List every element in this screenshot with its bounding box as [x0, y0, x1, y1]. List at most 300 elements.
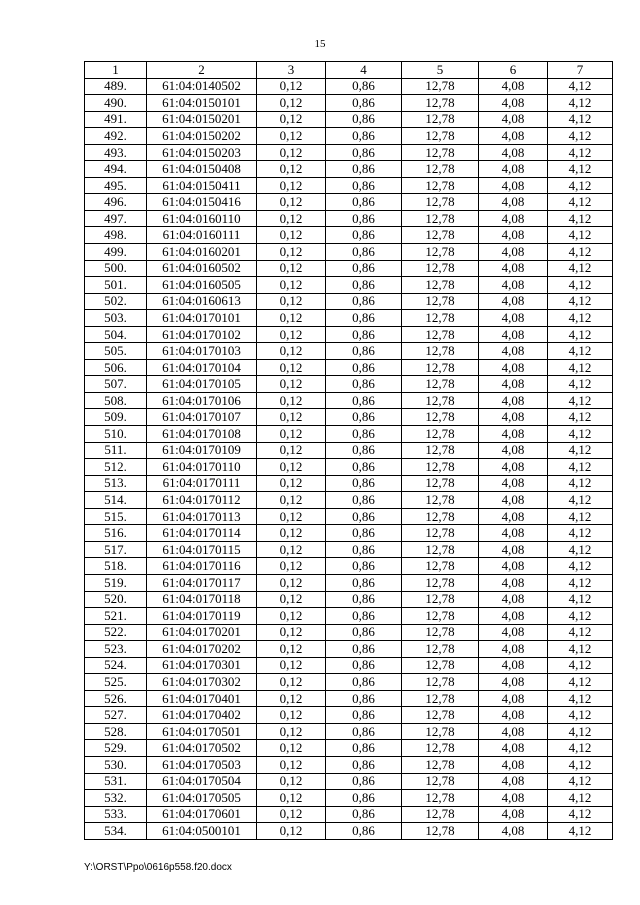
- table-cell-col-2: 61:04:0170117: [147, 574, 257, 591]
- table-cell-col-1: 526.: [85, 690, 147, 707]
- page-number: 15: [314, 38, 326, 50]
- table-cell-col-5: 12,78: [402, 525, 479, 542]
- table-cell-col-6: 4,08: [479, 111, 548, 128]
- table-cell-col-7: 4,12: [548, 376, 613, 393]
- table-cell-col-7: 4,12: [548, 723, 613, 740]
- table-cell-col-5: 12,78: [402, 558, 479, 575]
- table-row: [85, 723, 613, 740]
- table-cell-col-4: 0,86: [326, 260, 402, 277]
- table-cell-col-6: 4,08: [479, 459, 548, 476]
- table-cell-col-7: 4,12: [548, 95, 613, 112]
- table-row: [85, 475, 613, 492]
- table-cell-col-7: 4,12: [548, 641, 613, 658]
- table-cell-col-2: 61:04:0170503: [147, 756, 257, 773]
- table-cell-col-1: 499.: [85, 244, 147, 261]
- table-cell-col-7: 4,12: [548, 177, 613, 194]
- table-cell-col-1: 498.: [85, 227, 147, 244]
- table-cell-col-7: 4,12: [548, 293, 613, 310]
- table-row: [85, 95, 613, 112]
- table-cell-col-2: 61:04:0150202: [147, 128, 257, 145]
- table-cell-col-6: 4,08: [479, 574, 548, 591]
- table-cell-col-6: 4,08: [479, 442, 548, 459]
- table-cell-col-1: 527.: [85, 707, 147, 724]
- table-cell-col-7: 4,12: [548, 210, 613, 227]
- table-cell-col-5: 12,78: [402, 773, 479, 790]
- table-cell-col-7: 4,12: [548, 475, 613, 492]
- table-cell-col-3: 0,12: [257, 525, 326, 542]
- table-cell-col-3: 0,12: [257, 740, 326, 757]
- table-cell-col-5: 12,78: [402, 128, 479, 145]
- table-cell-col-3: 0,12: [257, 376, 326, 393]
- table-cell-col-3: 0,12: [257, 541, 326, 558]
- table-cell-col-2: 61:04:0170504: [147, 773, 257, 790]
- table-cell-col-5: 12,78: [402, 409, 479, 426]
- table-cell-col-7: 4,12: [548, 277, 613, 294]
- table-cell-col-7: 4,12: [548, 227, 613, 244]
- table-cell-col-2: 61:04:0150203: [147, 144, 257, 161]
- table-cell-col-5: 12,78: [402, 144, 479, 161]
- table-cell-col-7: 4,12: [548, 326, 613, 343]
- table-cell-col-3: 0,12: [257, 78, 326, 95]
- table-cell-col-3: 0,12: [257, 806, 326, 823]
- table-cell-col-5: 12,78: [402, 177, 479, 194]
- table-cell-col-1: 490.: [85, 95, 147, 112]
- table-cell-col-6: 4,08: [479, 310, 548, 327]
- table-cell-col-2: 61:04:0170115: [147, 541, 257, 558]
- table-cell-col-6: 4,08: [479, 392, 548, 409]
- table-cell-col-3: 0,12: [257, 459, 326, 476]
- table-cell-col-1: 517.: [85, 541, 147, 558]
- table-row: [85, 624, 613, 641]
- table-cell-col-4: 0,86: [326, 756, 402, 773]
- table-cell-col-6: 4,08: [479, 210, 548, 227]
- table-cell-col-1: 501.: [85, 277, 147, 294]
- table-cell-col-2: 61:04:0170301: [147, 657, 257, 674]
- table-cell-col-3: 0,12: [257, 773, 326, 790]
- table-cell-col-7: 4,12: [548, 161, 613, 178]
- table-cell-col-1: 512.: [85, 459, 147, 476]
- table-cell-col-1: 514.: [85, 492, 147, 509]
- table-cell-col-6: 4,08: [479, 641, 548, 658]
- column-header-1: 1: [85, 62, 147, 79]
- table-cell-col-5: 12,78: [402, 674, 479, 691]
- table-cell-col-4: 0,86: [326, 376, 402, 393]
- table-cell-col-5: 12,78: [402, 574, 479, 591]
- table-cell-col-2: 61:04:0170107: [147, 409, 257, 426]
- table-cell-col-3: 0,12: [257, 194, 326, 211]
- table-cell-col-2: 61:04:0170108: [147, 426, 257, 443]
- table-cell-col-6: 4,08: [479, 326, 548, 343]
- table-cell-col-7: 4,12: [548, 657, 613, 674]
- table-cell-col-2: 61:04:0170103: [147, 343, 257, 360]
- table-cell-col-2: 61:04:0150416: [147, 194, 257, 211]
- table-cell-col-1: 520.: [85, 591, 147, 608]
- table-cell-col-3: 0,12: [257, 723, 326, 740]
- table-cell-col-4: 0,86: [326, 790, 402, 807]
- table-cell-col-7: 4,12: [548, 492, 613, 509]
- table-cell-col-1: 510.: [85, 426, 147, 443]
- table-cell-col-5: 12,78: [402, 690, 479, 707]
- table-cell-col-1: 489.: [85, 78, 147, 95]
- table-cell-col-7: 4,12: [548, 740, 613, 757]
- table-cell-col-4: 0,86: [326, 806, 402, 823]
- table-cell-col-7: 4,12: [548, 574, 613, 591]
- table-row: [85, 806, 613, 823]
- table-cell-col-4: 0,86: [326, 657, 402, 674]
- column-header-7: 7: [548, 62, 613, 79]
- table-cell-col-5: 12,78: [402, 111, 479, 128]
- table-row: [85, 707, 613, 724]
- table-row: [85, 591, 613, 608]
- table-cell-col-2: 61:04:0160111: [147, 227, 257, 244]
- table-cell-col-1: 519.: [85, 574, 147, 591]
- table-cell-col-4: 0,86: [326, 823, 402, 840]
- table-row: [85, 541, 613, 558]
- table-cell-col-6: 4,08: [479, 492, 548, 509]
- table-cell-col-4: 0,86: [326, 707, 402, 724]
- table-cell-col-3: 0,12: [257, 690, 326, 707]
- table-row: [85, 244, 613, 261]
- table-cell-col-5: 12,78: [402, 310, 479, 327]
- table-cell-col-7: 4,12: [548, 608, 613, 625]
- footer-file-path: Y:\ORST\Ppo\0616p558.f20.docx: [84, 862, 232, 873]
- table-cell-col-7: 4,12: [548, 442, 613, 459]
- table-cell-col-3: 0,12: [257, 574, 326, 591]
- table-row: [85, 78, 613, 95]
- table-row: [85, 790, 613, 807]
- table-cell-col-3: 0,12: [257, 95, 326, 112]
- table-cell-col-5: 12,78: [402, 343, 479, 360]
- table-cell-col-3: 0,12: [257, 558, 326, 575]
- table-cell-col-6: 4,08: [479, 161, 548, 178]
- table-cell-col-3: 0,12: [257, 674, 326, 691]
- table-row: [85, 459, 613, 476]
- table-row: [85, 128, 613, 145]
- table-cell-col-5: 12,78: [402, 194, 479, 211]
- table-cell-col-2: 61:04:0160505: [147, 277, 257, 294]
- table-cell-col-7: 4,12: [548, 144, 613, 161]
- table-cell-col-3: 0,12: [257, 260, 326, 277]
- table-cell-col-1: 515.: [85, 508, 147, 525]
- table-cell-col-2: 61:04:0170104: [147, 359, 257, 376]
- table-cell-col-3: 0,12: [257, 823, 326, 840]
- table-cell-col-2: 61:04:0170502: [147, 740, 257, 757]
- table-cell-col-6: 4,08: [479, 426, 548, 443]
- table-cell-col-2: 61:04:0170106: [147, 392, 257, 409]
- table-cell-col-6: 4,08: [479, 657, 548, 674]
- table-cell-col-2: 61:04:0160613: [147, 293, 257, 310]
- table-cell-col-4: 0,86: [326, 244, 402, 261]
- table-cell-col-3: 0,12: [257, 508, 326, 525]
- table-cell-col-1: 529.: [85, 740, 147, 757]
- table-cell-col-3: 0,12: [257, 426, 326, 443]
- table-cell-col-5: 12,78: [402, 823, 479, 840]
- table-cell-col-4: 0,86: [326, 558, 402, 575]
- table-cell-col-6: 4,08: [479, 343, 548, 360]
- table-cell-col-2: 61:04:0170113: [147, 508, 257, 525]
- table-cell-col-6: 4,08: [479, 293, 548, 310]
- table-cell-col-1: 523.: [85, 641, 147, 658]
- table-cell-col-1: 508.: [85, 392, 147, 409]
- table-cell-col-4: 0,86: [326, 773, 402, 790]
- table-cell-col-7: 4,12: [548, 591, 613, 608]
- table-cell-col-4: 0,86: [326, 608, 402, 625]
- table-cell-col-7: 4,12: [548, 426, 613, 443]
- table-cell-col-3: 0,12: [257, 210, 326, 227]
- table-cell-col-4: 0,86: [326, 161, 402, 178]
- table-cell-col-2: 61:04:0170202: [147, 641, 257, 658]
- table-cell-col-6: 4,08: [479, 707, 548, 724]
- table-cell-col-5: 12,78: [402, 161, 479, 178]
- table-cell-col-1: 506.: [85, 359, 147, 376]
- table-cell-col-1: 530.: [85, 756, 147, 773]
- table-cell-col-3: 0,12: [257, 790, 326, 807]
- table-cell-col-2: 61:04:0160502: [147, 260, 257, 277]
- table-cell-col-1: 509.: [85, 409, 147, 426]
- table-cell-col-6: 4,08: [479, 608, 548, 625]
- table-cell-col-4: 0,86: [326, 392, 402, 409]
- table-cell-col-5: 12,78: [402, 624, 479, 641]
- table-header-row: [85, 62, 613, 79]
- table-cell-col-7: 4,12: [548, 624, 613, 641]
- table-cell-col-3: 0,12: [257, 657, 326, 674]
- table-cell-col-7: 4,12: [548, 690, 613, 707]
- table-cell-col-6: 4,08: [479, 773, 548, 790]
- column-header-6: 6: [479, 62, 548, 79]
- table-cell-col-1: 525.: [85, 674, 147, 691]
- table-cell-col-7: 4,12: [548, 823, 613, 840]
- table-cell-col-3: 0,12: [257, 442, 326, 459]
- table-cell-col-5: 12,78: [402, 608, 479, 625]
- table-cell-col-5: 12,78: [402, 641, 479, 658]
- table-cell-col-3: 0,12: [257, 624, 326, 641]
- table-row: [85, 376, 613, 393]
- table-cell-col-7: 4,12: [548, 111, 613, 128]
- table-row: [85, 326, 613, 343]
- table-cell-col-2: 61:04:0170110: [147, 459, 257, 476]
- table-cell-col-3: 0,12: [257, 310, 326, 327]
- table-cell-col-2: 61:04:0170116: [147, 558, 257, 575]
- table-cell-col-6: 4,08: [479, 78, 548, 95]
- table-cell-col-2: 61:04:0170114: [147, 525, 257, 542]
- table-cell-col-5: 12,78: [402, 376, 479, 393]
- table-cell-col-5: 12,78: [402, 723, 479, 740]
- table-row: [85, 260, 613, 277]
- table-cell-col-7: 4,12: [548, 128, 613, 145]
- table-cell-col-6: 4,08: [479, 541, 548, 558]
- table-cell-col-2: 61:04:0170102: [147, 326, 257, 343]
- table-cell-col-7: 4,12: [548, 541, 613, 558]
- table-row: [85, 608, 613, 625]
- table-cell-col-1: 532.: [85, 790, 147, 807]
- table-cell-col-4: 0,86: [326, 310, 402, 327]
- table-cell-col-4: 0,86: [326, 442, 402, 459]
- table-cell-col-3: 0,12: [257, 608, 326, 625]
- table-cell-col-7: 4,12: [548, 244, 613, 261]
- column-header-4: 4: [326, 62, 402, 79]
- table-row: [85, 773, 613, 790]
- table-cell-col-1: 533.: [85, 806, 147, 823]
- table-cell-col-7: 4,12: [548, 790, 613, 807]
- table-row: [85, 343, 613, 360]
- table-cell-col-6: 4,08: [479, 244, 548, 261]
- table-cell-col-1: 494.: [85, 161, 147, 178]
- table-cell-col-6: 4,08: [479, 823, 548, 840]
- table-cell-col-7: 4,12: [548, 310, 613, 327]
- table-cell-col-1: 505.: [85, 343, 147, 360]
- table-cell-col-7: 4,12: [548, 78, 613, 95]
- table-cell-col-4: 0,86: [326, 740, 402, 757]
- table-cell-col-5: 12,78: [402, 277, 479, 294]
- table-cell-col-1: 503.: [85, 310, 147, 327]
- table-cell-col-7: 4,12: [548, 409, 613, 426]
- table-cell-col-5: 12,78: [402, 806, 479, 823]
- table-cell-col-1: 493.: [85, 144, 147, 161]
- table-cell-col-4: 0,86: [326, 475, 402, 492]
- table-cell-col-5: 12,78: [402, 426, 479, 443]
- table-cell-col-4: 0,86: [326, 641, 402, 658]
- table-cell-col-1: 534.: [85, 823, 147, 840]
- table-row: [85, 674, 613, 691]
- table-cell-col-7: 4,12: [548, 260, 613, 277]
- table-cell-col-6: 4,08: [479, 144, 548, 161]
- table-cell-col-5: 12,78: [402, 459, 479, 476]
- table-cell-col-6: 4,08: [479, 591, 548, 608]
- table-cell-col-5: 12,78: [402, 392, 479, 409]
- table-cell-col-6: 4,08: [479, 277, 548, 294]
- table-cell-col-3: 0,12: [257, 293, 326, 310]
- table-row: [85, 823, 613, 840]
- table-cell-col-7: 4,12: [548, 707, 613, 724]
- table-cell-col-4: 0,86: [326, 409, 402, 426]
- table-cell-col-3: 0,12: [257, 492, 326, 509]
- table-cell-col-4: 0,86: [326, 293, 402, 310]
- table-cell-col-4: 0,86: [326, 359, 402, 376]
- table-cell-col-5: 12,78: [402, 260, 479, 277]
- table-cell-col-2: 61:04:0150101: [147, 95, 257, 112]
- table-cell-col-4: 0,86: [326, 525, 402, 542]
- table-cell-col-7: 4,12: [548, 343, 613, 360]
- table-cell-col-5: 12,78: [402, 359, 479, 376]
- table-cell-col-4: 0,86: [326, 426, 402, 443]
- table-cell-col-7: 4,12: [548, 558, 613, 575]
- table-cell-col-2: 61:04:0170505: [147, 790, 257, 807]
- table-cell-col-1: 504.: [85, 326, 147, 343]
- table-cell-col-2: 61:04:0170402: [147, 707, 257, 724]
- table-cell-col-1: 491.: [85, 111, 147, 128]
- table-cell-col-3: 0,12: [257, 756, 326, 773]
- table-row: [85, 657, 613, 674]
- table-row: [85, 144, 613, 161]
- table-cell-col-4: 0,86: [326, 624, 402, 641]
- table-cell-col-3: 0,12: [257, 111, 326, 128]
- table-cell-col-2: 61:04:0170105: [147, 376, 257, 393]
- table-cell-col-2: 61:04:0150411: [147, 177, 257, 194]
- table-cell-col-3: 0,12: [257, 591, 326, 608]
- table-cell-col-4: 0,86: [326, 459, 402, 476]
- table-cell-col-5: 12,78: [402, 244, 479, 261]
- table-cell-col-1: 516.: [85, 525, 147, 542]
- table-cell-col-1: 502.: [85, 293, 147, 310]
- table-cell-col-7: 4,12: [548, 392, 613, 409]
- table-cell-col-6: 4,08: [479, 756, 548, 773]
- table-cell-col-1: 507.: [85, 376, 147, 393]
- table-cell-col-6: 4,08: [479, 525, 548, 542]
- table-cell-col-4: 0,86: [326, 95, 402, 112]
- table-cell-col-2: 61:04:0170101: [147, 310, 257, 327]
- table-cell-col-1: 531.: [85, 773, 147, 790]
- data-table: [84, 61, 613, 840]
- table-row: [85, 558, 613, 575]
- table-cell-col-6: 4,08: [479, 558, 548, 575]
- table-cell-col-3: 0,12: [257, 244, 326, 261]
- table-cell-col-7: 4,12: [548, 459, 613, 476]
- table-cell-col-5: 12,78: [402, 740, 479, 757]
- table-cell-col-7: 4,12: [548, 525, 613, 542]
- table-cell-col-6: 4,08: [479, 376, 548, 393]
- table-cell-col-4: 0,86: [326, 78, 402, 95]
- table-cell-col-4: 0,86: [326, 343, 402, 360]
- table-cell-col-6: 4,08: [479, 128, 548, 145]
- table-cell-col-6: 4,08: [479, 690, 548, 707]
- table-cell-col-3: 0,12: [257, 277, 326, 294]
- table-cell-col-5: 12,78: [402, 95, 479, 112]
- table-cell-col-5: 12,78: [402, 442, 479, 459]
- table-cell-col-2: 61:04:0500101: [147, 823, 257, 840]
- table-cell-col-1: 513.: [85, 475, 147, 492]
- table-cell-col-5: 12,78: [402, 591, 479, 608]
- table-row: [85, 740, 613, 757]
- table-row: [85, 442, 613, 459]
- table-cell-col-1: 500.: [85, 260, 147, 277]
- table-cell-col-7: 4,12: [548, 773, 613, 790]
- column-header-3: 3: [257, 62, 326, 79]
- table-cell-col-3: 0,12: [257, 707, 326, 724]
- table-cell-col-6: 4,08: [479, 624, 548, 641]
- column-header-5: 5: [402, 62, 479, 79]
- table-cell-col-4: 0,86: [326, 177, 402, 194]
- table-cell-col-6: 4,08: [479, 359, 548, 376]
- table-cell-col-5: 12,78: [402, 475, 479, 492]
- table-row: [85, 194, 613, 211]
- table-cell-col-3: 0,12: [257, 161, 326, 178]
- table-row: [85, 392, 613, 409]
- table-cell-col-4: 0,86: [326, 144, 402, 161]
- table-cell-col-3: 0,12: [257, 128, 326, 145]
- table-cell-col-1: 528.: [85, 723, 147, 740]
- table-cell-col-4: 0,86: [326, 591, 402, 608]
- table-row: [85, 426, 613, 443]
- table-cell-col-4: 0,86: [326, 326, 402, 343]
- table-cell-col-3: 0,12: [257, 227, 326, 244]
- table-cell-col-1: 495.: [85, 177, 147, 194]
- table-cell-col-6: 4,08: [479, 227, 548, 244]
- table-row: [85, 690, 613, 707]
- table-row: [85, 574, 613, 591]
- table-row: [85, 409, 613, 426]
- table-cell-col-5: 12,78: [402, 508, 479, 525]
- table-cell-col-3: 0,12: [257, 359, 326, 376]
- table-cell-col-4: 0,86: [326, 723, 402, 740]
- table-cell-col-1: 524.: [85, 657, 147, 674]
- table-cell-col-5: 12,78: [402, 756, 479, 773]
- table-cell-col-1: 522.: [85, 624, 147, 641]
- table-cell-col-6: 4,08: [479, 409, 548, 426]
- table-row: [85, 210, 613, 227]
- table-row: [85, 177, 613, 194]
- table-cell-col-2: 61:04:0170109: [147, 442, 257, 459]
- table-cell-col-7: 4,12: [548, 806, 613, 823]
